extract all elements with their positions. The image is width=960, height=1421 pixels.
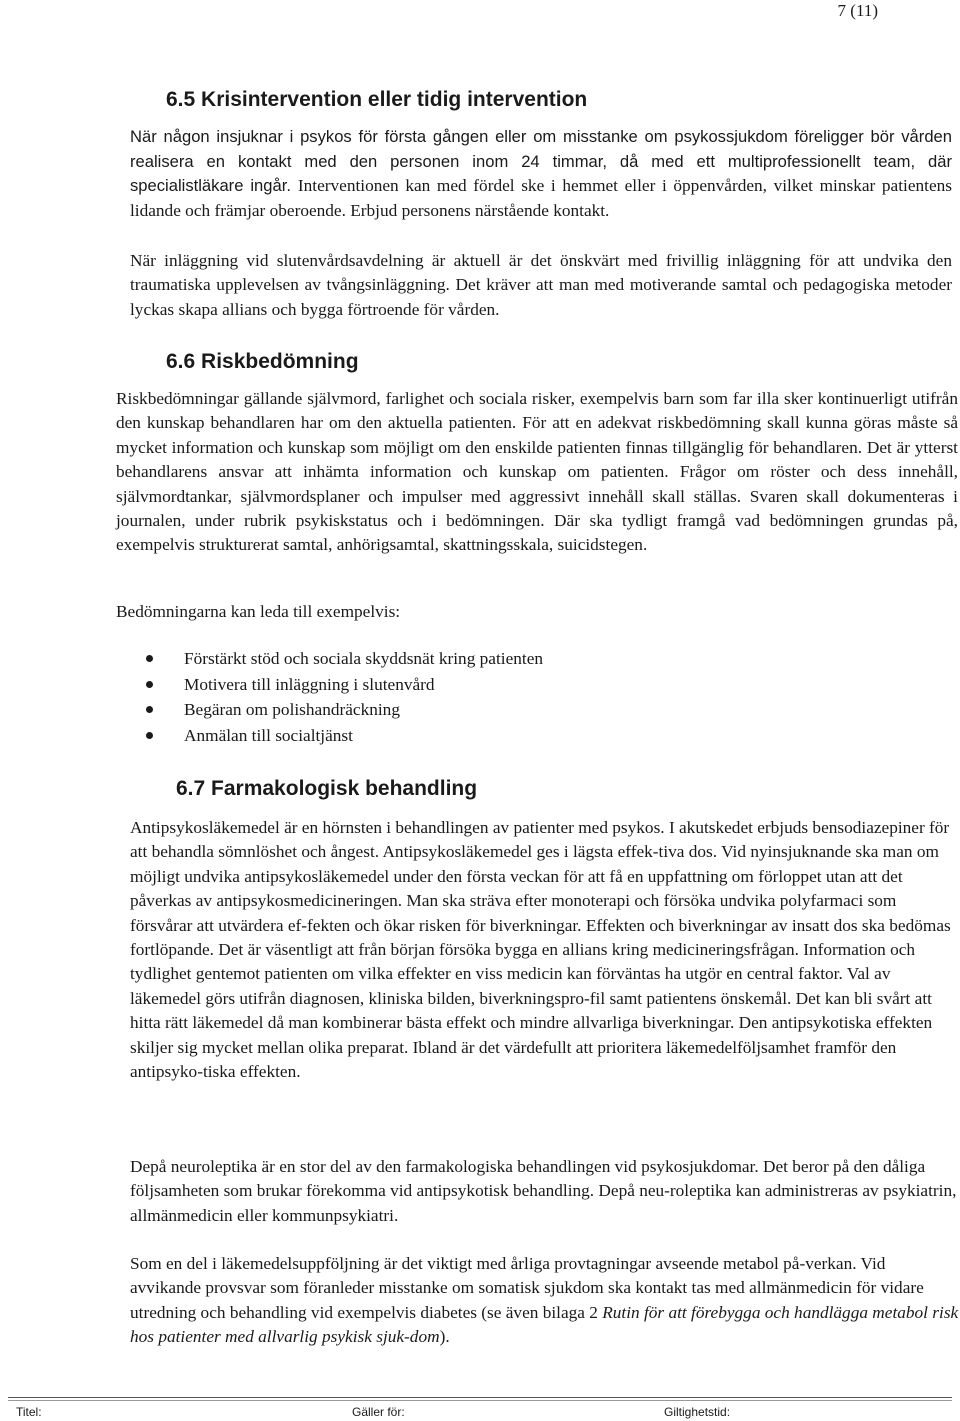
paragraph-6-5-intro xyxy=(130,125,952,223)
footer-title-label: Titel: xyxy=(16,1405,42,1419)
paragraph-6-7-metabolic xyxy=(130,1252,960,1350)
bullet-icon xyxy=(146,732,153,739)
paragraph-6-7-metabolic-end: ). xyxy=(439,1327,450,1347)
footer-divider xyxy=(8,1397,952,1401)
list-item xyxy=(142,697,543,723)
list-item-label: Förstärkt stöd och sociala skyddsnät kring patienten xyxy=(184,649,543,668)
paragraph-6-7-metabolic-text: Som en del i läkemedelsuppföljning är det viktigt med årliga provtagningar avseende metabol på-verkan. Vid avvikande provsvar som föranleder misstanke om somatisk sjukdom ska kontakt tas med allmänmedicin för vidare utredning och behandling vid exempelvis diabetes (se även bilaga 2 xyxy=(130,1254,924,1322)
paragraph-6-5-text-a: När någon insjuknar i psykos för första gången eller om misstanke om psykossjukdom föreligger bör vården realisera en kontakt med den personen inom 24 timmar, då med ett multiprofessionellt team, där specialistläkare ingår. xyxy=(130,127,952,196)
list-item xyxy=(142,646,543,672)
section-heading-6-7: 6.7 Farmakologisk behandling xyxy=(176,777,478,800)
paragraph-6-5-admission: När inläggning vid slutenvårdsavdelning är aktuell är det önskvärt med frivillig inläggning för att undvika den traumatiska upplevelsen av tvångsinläggning. Det kräver att man med motiverande samtal och pedagogiska metoder lyckas skapa allians och bygga förtroende för vården. xyxy=(130,251,952,319)
risk-outcome-list xyxy=(142,646,543,748)
paragraph-6-7-antipsychotics: Antipsykosläkemedel är en hörnsten i behandlingen av patienter med psykos. I akutskedet erbjuds bensodiazepiner för att behandla sömnlöshet och ångest. Antipsykosläkemedel ges i lägsta effek-tiva dos. Vid nyinsjuknande ska man om möjligt undvika antipsykosläkemedel under den första veckan för att få en uppfattning om förloppet utan att det påverkas av antipsykosmedicineringen. Man ska sträva efter monoterapi och försöka undvika polyfarmaci som försvårar att utvärdera ef-fekten och ökar risken för biverkningar. Effekten och biverkningar av insatt dos ska bedömas fortlöpande. Det är väsentligt att från början försöka bygga en allians kring medicineringsfrågan. Information och tydlighet gentemot patienten om vilka effekter en viss medicin kan förväntas ha utgör en central faktor. Val av läkemedel görs utifrån diagnosen, kliniska bilden, biverkningspro-fil samt patientens önskemål. Det kan bli svårt att hitta rätt läkemedel då man kombinerar bästa effekt och mindre allvarliga biverkningar. Den antipsykotiska effekten skiljer sig mycket mellan olika preparat. Ibland är det värdefullt att prioritera läkemedelföljsamhet framför den antipsyko-tiska effekten. xyxy=(130,818,951,1082)
section-heading-6-5: 6.5 Krisintervention eller tidig intervention xyxy=(166,88,588,111)
paragraph-6-5-text-b: Interventionen kan med fördel ske i hemmet eller i öppenvården, vilket minskar patientens lidande och främjar oberoende. Erbjud personens närstående kontakt. xyxy=(130,176,952,220)
footer-validity-label: Giltighetstid: xyxy=(664,1405,731,1419)
bullet-icon xyxy=(146,706,153,713)
list-item-label: Motivera till inläggning i slutenvård xyxy=(184,674,435,694)
bullet-icon xyxy=(146,655,153,662)
paragraph-6-6-intro: Bedömningarna kan leda till exempelvis: xyxy=(116,602,401,621)
paragraph-6-6-risk: Riskbedömningar gällande självmord, farlighet och sociala risker, exempelvis barn som far illa sker kontinuerligt utifrån den kunskap behandlaren har om den aktuella patienten. För att en adekvat riskbedömning skall kunna göras måste så mycket information och kunskap som möjligt om den enskilde patienten finnas tillgänglig för behandlaren. Det är ytterst behandlarens ansvar att inhämta information och kunskap om patienten. Frågor om röster och dess innehåll, självmordtankar, självmordsplaner och impulser med aggressivt innehåll skall ställas. Svaren skall dokumenteras i journalen, under rubrik psykiskstatus och i bedömningen. Där ska tydligt framgå vad bedömningen grundas på, exempelvis strukturerat samtal, anhörigsamtal, skattningsskala, suicidstegen. xyxy=(116,389,958,555)
bullet-icon xyxy=(146,681,153,688)
routine-title: Rutin för att förebygga och handlägga metabol risk hos patienter med allvarlig psykisk sjuk-dom xyxy=(130,1302,959,1347)
list-item-label: Begäran om polishandräckning xyxy=(184,700,400,720)
list-item xyxy=(142,723,543,749)
page-number: 7 (11) xyxy=(837,1,878,20)
list-item-label: Anmälan till socialtjänst xyxy=(184,725,353,745)
document-footer xyxy=(0,1405,960,1421)
paragraph-6-7-depot: Depå neuroleptika är en stor del av den farmakologiska behandlingen vid psykosjukdomar. Det beror på den dåliga följsamheten som brukar förekomma vid antipsykotisk behandling. Depå neu-roleptika kan administreras av psykiatrin, allmänmedicin eller kommunpsykiatri. xyxy=(130,1157,957,1225)
list-item xyxy=(142,672,543,698)
footer-applies-label: Gäller för: xyxy=(352,1405,405,1419)
section-heading-6-6: 6.6 Riskbedömning xyxy=(166,350,359,373)
